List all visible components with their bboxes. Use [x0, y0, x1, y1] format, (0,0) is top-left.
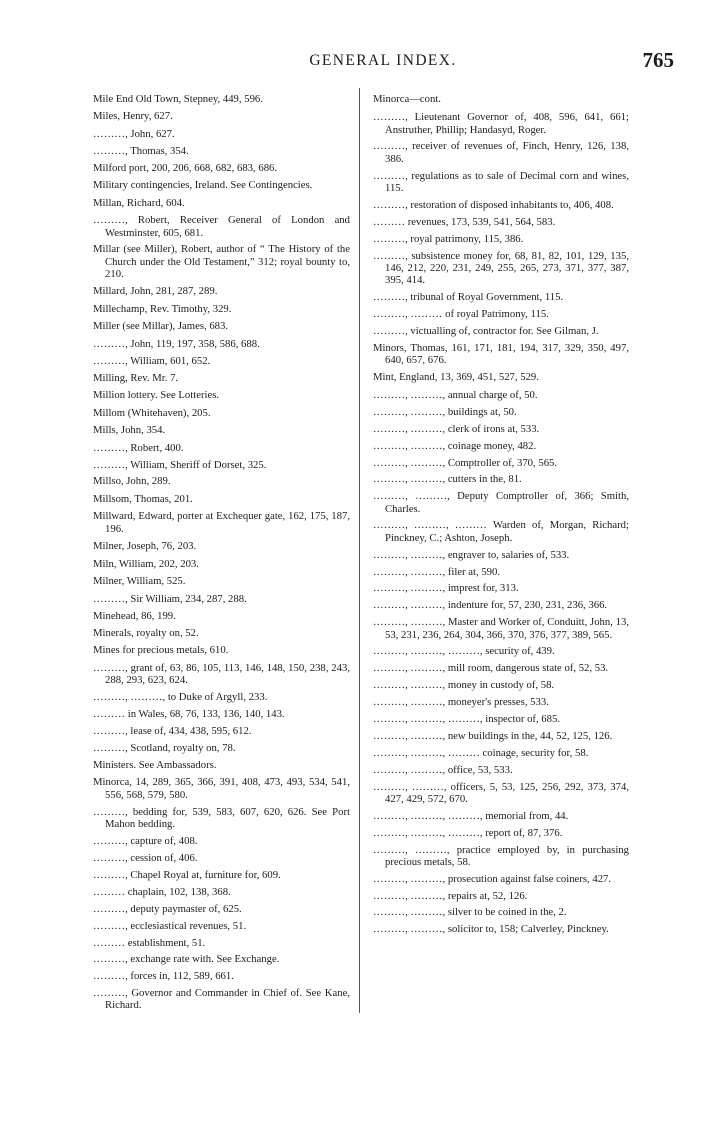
- index-entry: Ministers. See Ambassadors.: [93, 758, 217, 771]
- index-entry: Milling, Rev. Mr. 7.: [93, 371, 179, 384]
- index-entry: Minerals, royalty on, 52.: [93, 627, 199, 639]
- index-subentry: ………, deputy paymaster of, 625.: [93, 902, 242, 915]
- index-entry: Miln, William, 202, 203.: [93, 557, 199, 570]
- index-entry: Miles, Henry, 627.: [93, 110, 173, 123]
- index-subentry: ………, ………, repairs at, 52, 126.: [373, 889, 528, 902]
- index-subentry: ………, John, 627.: [93, 127, 175, 140]
- index-subentry: ………, Governor and Commander in Chief of. See Kane, Richard.: [93, 987, 350, 1012]
- index-entry: Milner, Joseph, 76, 203.: [93, 540, 197, 553]
- index-subentry: ………, ………, new buildings in the, 44, 52, 125, 126.: [373, 729, 613, 742]
- index-subentry: ………, lease of, 434, 438, 595, 612.: [93, 724, 252, 737]
- index-entry: Million lottery. See Lotteries.: [93, 389, 220, 402]
- index-subentry: ………, victualling of, contractor for. See Gilman, J.: [373, 324, 599, 337]
- index-entry: Millechamp, Rev. Timothy, 329.: [93, 302, 232, 315]
- index-subentry: ………, ………, buildings at, 50.: [373, 405, 517, 418]
- index-entry: Mint, England, 13, 369, 451, 527, 529.: [373, 371, 539, 384]
- index-subentry: ……… in Wales, 68, 76, 133, 136, 140, 143.: [93, 708, 285, 721]
- index-subentry: ………, tribunal of Royal Government, 115.: [373, 291, 564, 304]
- index-subentry: ………, ………, office, 53, 533.: [373, 763, 513, 776]
- index-subentry: ………, ………, moneyer's presses, 533.: [373, 696, 549, 709]
- index-subentry: ………, ………, Comptroller of, 370, 565.: [373, 456, 558, 469]
- index-subentry: ………, William, Sheriff of Dorset, 325.: [93, 458, 267, 471]
- index-entry: Millward, Edward, porter at Exchequer gate, 162, 175, 187, 196.: [93, 510, 350, 535]
- index-subentry: ………, ………, ……… coinage, security for, 58.: [373, 746, 589, 759]
- index-subentry: ………, Sir William, 234, 287, 288.: [93, 592, 247, 605]
- index-subentry: ………, ………, officers, 5, 53, 125, 256, 292, 373, 374, 427, 429, 572, 670.: [373, 780, 629, 805]
- column-divider: [359, 88, 360, 1013]
- index-subentry: ……… establishment, 51.: [93, 936, 206, 949]
- index-subentry: ………, restoration of disposed inhabitants to, 406, 408.: [373, 198, 614, 211]
- index-subentry: ………, ………, practice employed by, in purchasing precious metals, 58.: [373, 843, 629, 868]
- index-subentry: ………, ………, indenture for, 57, 230, 231, 236, 366.: [373, 599, 608, 612]
- index-subentry: ………, ………, ………, report of, 87, 376.: [373, 826, 563, 839]
- index-subentry: ………, subsistence money for, 68, 81, 82, 101, 129, 135, 146, 212, 220, 231, 249, 255, 265, 273, 371, 377, 387, 395, 414.: [373, 249, 629, 287]
- index-entry: Milner, William, 525.: [93, 575, 186, 588]
- index-entry: Millard, John, 281, 287, 289.: [93, 285, 218, 298]
- running-title: GENERAL INDEX.: [309, 52, 457, 69]
- index-column-left: [93, 93, 350, 1016]
- index-subentry: ………, regulations as to sale of Decimal corn and wines, 115.: [373, 169, 629, 194]
- index-subentry: ………, capture of, 408.: [93, 835, 198, 848]
- index-subentry: ………, Robert, Receiver General of London and Westminster, 605, 681.: [93, 214, 350, 239]
- index-subentry: ………, exchange rate with. See Exchange.: [93, 953, 280, 966]
- index-subentry: ………, Lieutenant Governor of, 408, 596, 641, 661; Anstruther, Phillip; Handasyd, Roger.: [373, 111, 629, 136]
- index-subentry: ………, ………, cutters in the, 81.: [373, 473, 522, 486]
- index-entry: Millan, Richard, 604.: [93, 196, 185, 209]
- index-entry: Minehead, 86, 199.: [93, 609, 176, 622]
- index-subentry: ………, ………, filer at, 590.: [373, 565, 501, 578]
- index-subentry: ………, forces in, 112, 589, 661.: [93, 970, 234, 983]
- index-entry: Mills, John, 354.: [93, 424, 166, 437]
- index-entry: Mines for precious metals, 610.: [93, 644, 229, 657]
- index-entry: Millar (see Miller), Robert, author of “ The History of the Church under the Old Testament,” 312; royal bounty to, 210.: [93, 243, 350, 280]
- index-entry: Military contingencies, Ireland. See Contingencies.: [93, 179, 313, 192]
- index-subentry: ………, ……… of royal Patrimony, 115.: [373, 307, 549, 320]
- index-subentry: ……… chaplain, 102, 138, 368.: [93, 885, 231, 898]
- index-entry: Millsom, Thomas, 201.: [93, 492, 193, 505]
- index-entry: Minors, Thomas, 161, 171, 181, 194, 317, 329, 350, 497, 640, 657, 676.: [373, 341, 629, 366]
- index-subentry: ……… revenues, 173, 539, 541, 564, 583.: [373, 215, 556, 228]
- index-subentry: ………, ………, clerk of irons at, 533.: [373, 422, 540, 435]
- index-subentry: ………, ………, ………, inspector of, 685.: [373, 712, 561, 725]
- index-subentry: ………, Robert, 400.: [93, 441, 184, 454]
- index-subentry: ………, ………, ………, memorial from, 44.: [373, 809, 569, 822]
- index-subentry: ………, John, 119, 197, 358, 586, 688.: [93, 337, 260, 350]
- index-subentry: ………, ………, solicitor to, 158; Calverley, Pinckney.: [373, 923, 609, 936]
- index-subentry: ………, ………, money in custody of, 58.: [373, 679, 555, 692]
- index-subentry: ………, ………, imprest for, 313.: [373, 582, 519, 595]
- index-subentry: ………, ………, coinage money, 482.: [373, 439, 537, 452]
- page-header: [92, 48, 674, 78]
- index-continuation-heading: Minorca—cont.: [373, 93, 441, 105]
- index-entry: Millom (Whitehaven), 205.: [93, 406, 211, 419]
- index-column-right: [373, 93, 629, 940]
- index-subentry: ………, ………, silver to be coined in the, 2.: [373, 906, 567, 919]
- index-subentry: ………, bedding for, 539, 583, 607, 620, 626. See Port Mahon bedding.: [93, 805, 350, 831]
- index-subentry: ………, ………, ………, security of, 439.: [373, 645, 555, 658]
- index-subentry: ………, ………, ……… Warden of, Morgan, Richard; Pinckney, C.; Ashton, Joseph.: [373, 519, 629, 544]
- index-subentry: ………, royal patrimony, 115, 386.: [373, 232, 524, 245]
- index-subentry: ………, ………, engraver to, salaries of, 533.: [373, 548, 570, 561]
- index-entry: Minorca, 14, 289, 365, 366, 391, 408, 473, 493, 534, 541, 556, 568, 579, 580.: [93, 776, 350, 801]
- index-subentry: ………, grant of, 63, 86, 105, 113, 146, 148, 150, 238, 243, 288, 293, 623, 624.: [93, 661, 350, 687]
- index-entry: Millso, John, 289.: [93, 475, 171, 488]
- index-subentry: ………, ………, Deputy Comptroller of, 366; Smith, Charles.: [373, 490, 629, 515]
- index-subentry: ………, receiver of revenues of, Finch, Henry, 126, 138, 386.: [373, 140, 629, 165]
- page-number: 765: [642, 48, 674, 72]
- index-subentry: ………, ecclesiastical revenues, 51.: [93, 919, 247, 932]
- index-subentry: ………, ………, annual charge of, 50.: [373, 388, 538, 401]
- index-subentry: ………, cession of, 406.: [93, 852, 198, 865]
- index-subentry: ………, Thomas, 354.: [93, 144, 189, 157]
- index-subentry: ………, ………, to Duke of Argyll, 233.: [93, 691, 268, 704]
- index-entry: Miller (see Millar), James, 683.: [93, 320, 229, 333]
- index-subentry: ………, ………, mill room, dangerous state of, 52, 53.: [373, 662, 609, 675]
- index-entry: Milford port, 200, 206, 668, 682, 683, 686.: [93, 161, 278, 174]
- index-entry: Mile End Old Town, Stepney, 449, 596.: [93, 93, 263, 105]
- index-subentry: ………, Chapel Royal at, furniture for, 609.: [93, 868, 281, 881]
- index-subentry: ………, ………, prosecution against false coiners, 427.: [373, 872, 612, 885]
- index-subentry: ………, ………, Master and Worker of, Conduitt, John, 13, 53, 231, 236, 264, 304, 366, 370, 376, 377, 389, 565.: [373, 616, 629, 641]
- index-subentry: ………, Scotland, royalty on, 78.: [93, 741, 236, 754]
- index-subentry: ………, William, 601, 652.: [93, 354, 211, 367]
